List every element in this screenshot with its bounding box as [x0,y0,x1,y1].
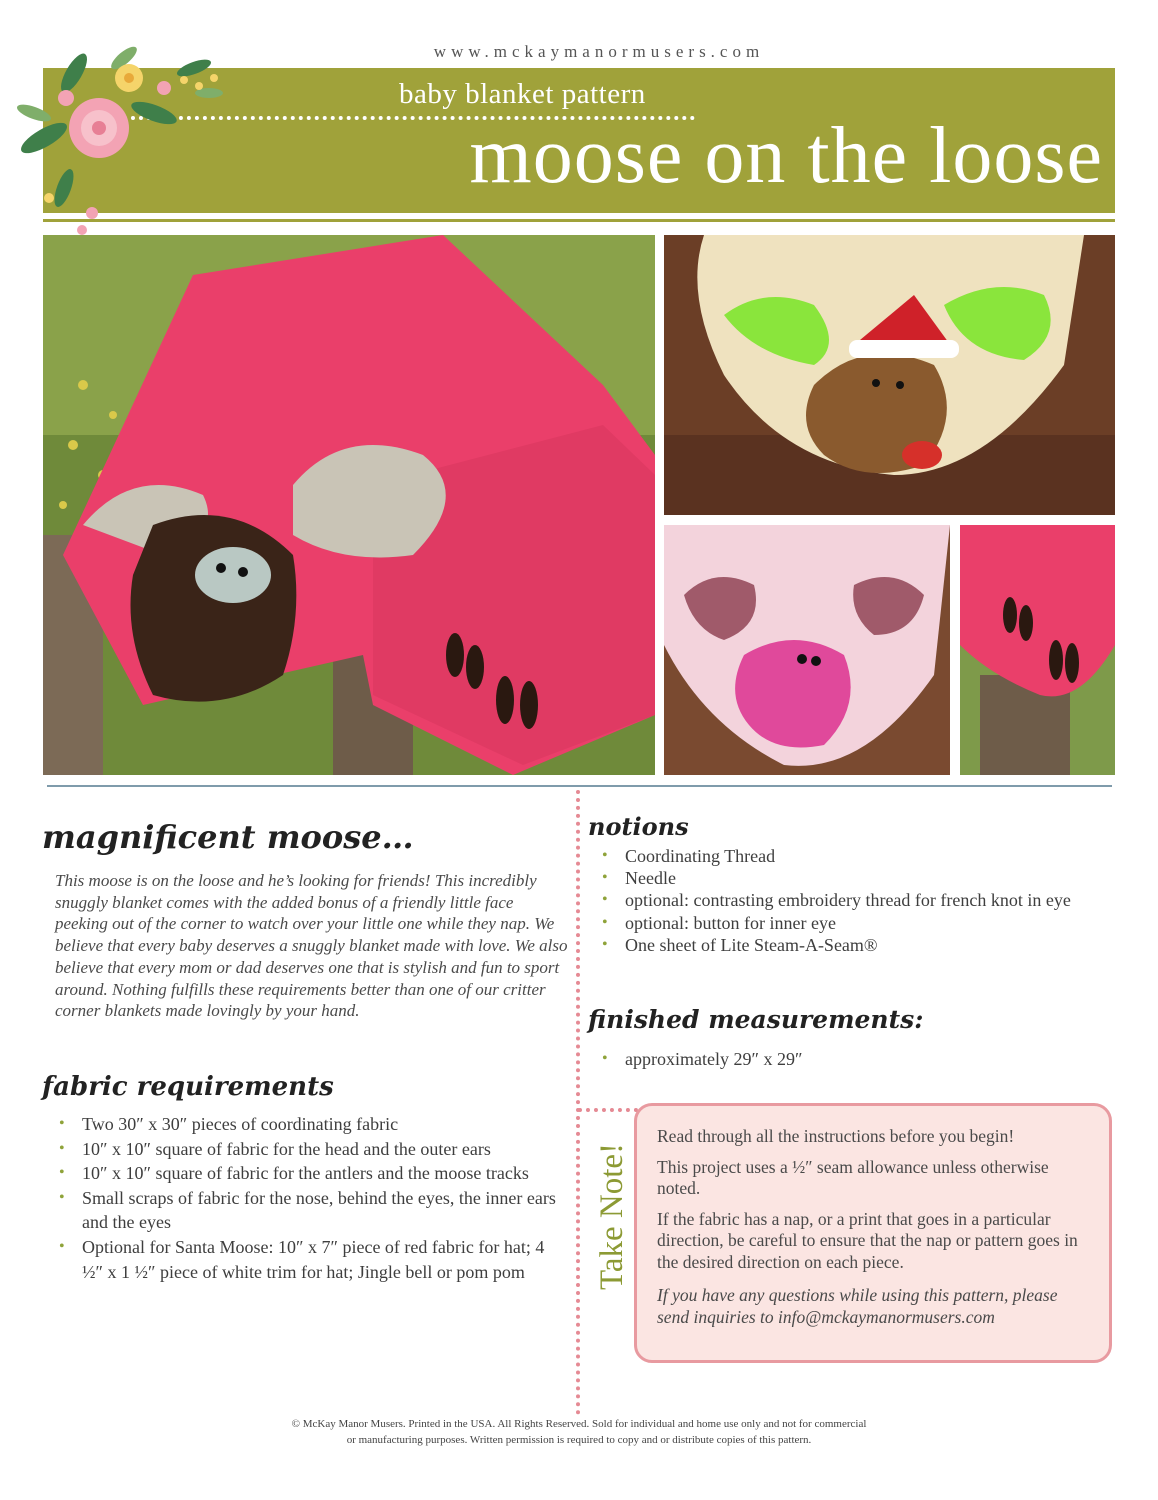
list-item: • Small scraps of fabric for the nose, behind the eyes, the inner ears and the eyes [55,1186,565,1235]
intro-text: This moose is on the loose and he’s looking for friends! This incredibly snuggly blanket comes with the added bonus of a friendly little face peeking out of the corner to watch over your little one while they nap. We believe that every baby deserves a snuggly blanket made with love. We also believe that every mom or dad deserves one that is stylish and fun to sport around. Nothing fulfills these requirements better than one of our critter corner blankets made lovingly by your hand. [55,871,568,1021]
footer-line: or manufacturing purposes. Written permission is required to copy and or distribute copies of this pattern. [346,1434,812,1446]
notions-list [598,845,1118,956]
section-divider [47,785,1112,787]
photo-moose-tracks [960,525,1115,775]
list-item: • 10″ x 10″ square of fabric for the antlers and the moose tracks [55,1161,565,1186]
note-box [634,1103,1112,1363]
list-item: • One sheet of Lite Steam-A-Seam® [598,934,1118,956]
photo-santa-moose-blanket [664,235,1115,515]
list-item: • optional: contrasting embroidery thread for french knot in eye [598,889,1118,911]
photo-pink-shaggy-moose [664,525,950,775]
column-divider [576,790,580,1415]
list-item: • Coordinating Thread [598,845,1118,867]
pattern-subtitle: baby blanket pattern [399,78,646,110]
finished-list [598,1047,1108,1072]
copyright-footer [0,1416,1158,1448]
notions-heading: notions [588,812,689,841]
note-text: If the fabric has a nap, or a print that goes in a particular direction, be careful to ensure that the nap or pattern goes in the desired direction on each piece. [657,1208,1078,1272]
finished-heading: finished measurements: [588,1005,924,1034]
note-text: Read through all the instructions before you begin! [657,1126,1015,1146]
pattern-title: moose on the loose [469,112,1103,200]
intro-heading: magnificent moose… [42,818,414,856]
list-item: • Optional for Santa Moose: 10″ x 7″ piece of red fabric for hat; 4 ½″ x 1 ½″ piece of white trim for hat; Jingle bell or pom pom [55,1235,565,1284]
list-item: • Two 30″ x 30″ pieces of coordinating fabric [55,1112,565,1137]
footer-line: © McKay Manor Musers. Printed in the USA. All Rights Reserved. Sold for individual and home use only and not for commercial [291,1418,867,1430]
list-item: • 10″ x 10″ square of fabric for the head and the outer ears [55,1137,565,1162]
list-item: • Needle [598,867,1118,889]
list-item: • optional: button for inner eye [598,912,1118,934]
photo-pink-moose-blanket [43,235,655,775]
note-contact: If you have any questions while using this pattern, please send inquiries to info@mckaymanormusers.com [657,1285,1058,1327]
fabric-heading: fabric requirements [42,1072,334,1102]
floral-decoration-icon [4,18,244,248]
list-item: • approximately 29″ x 29″ [598,1047,1108,1072]
take-note-label: Take Note! [594,1142,630,1290]
note-dotted-line [578,1108,638,1112]
note-text: This project uses a ½″ seam allowance unless otherwise noted. [657,1156,1049,1198]
website-url[interactable]: www.mckaymanormusers.com [433,42,765,61]
fabric-list [55,1112,565,1284]
